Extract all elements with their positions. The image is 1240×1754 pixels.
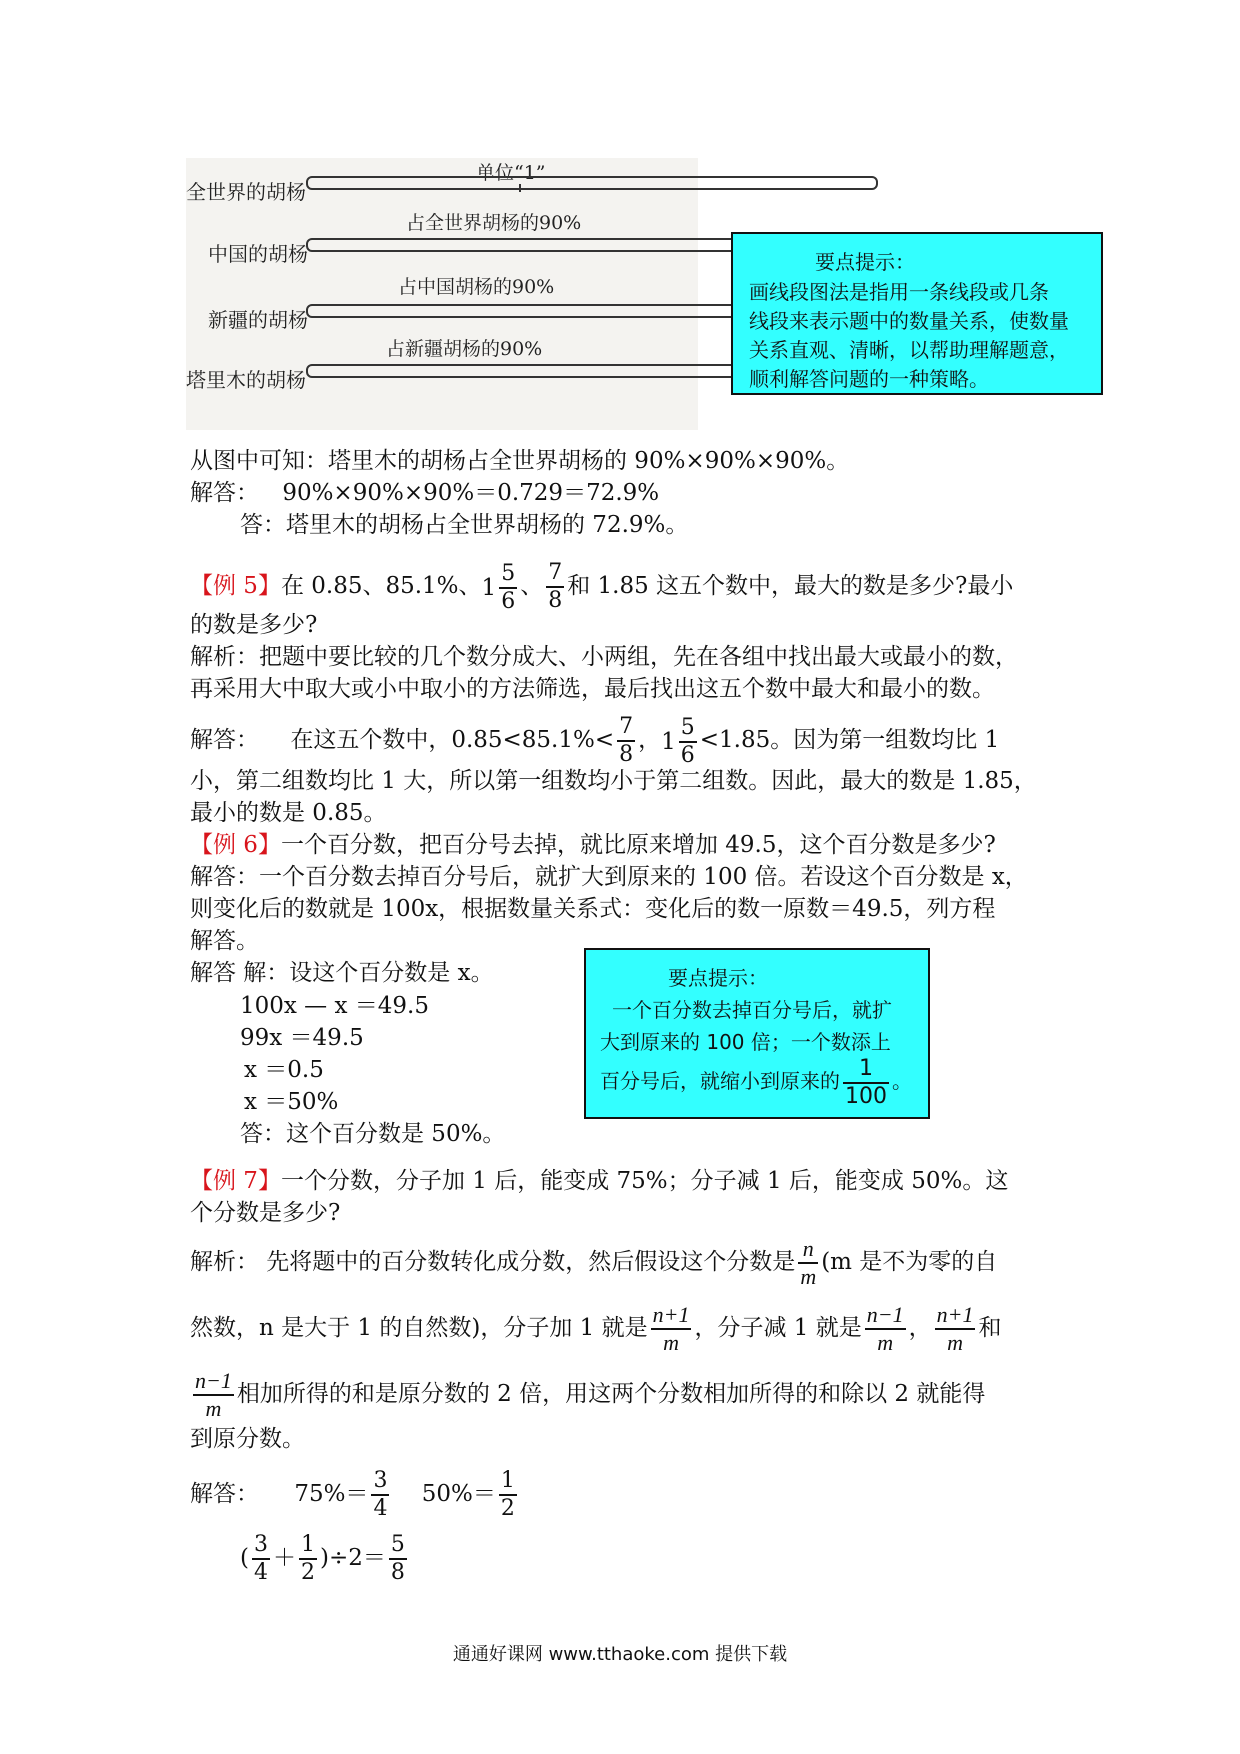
tip-2-title: 要点提示： (668, 966, 768, 990)
ex7-an2a: 然数，n 是大于 1 的自然数)，分子加 1 就是 (190, 1315, 648, 1341)
ex5-answer (190, 710, 999, 772)
row-note-tarim: 占新疆胡杨的90% (386, 338, 543, 360)
ex5-answer-a: 在这五个数中，0.85<85.1%< (290, 727, 615, 753)
ex5-q-a: 在 0.85、85.1%、 (280, 573, 482, 599)
fraction (371, 1468, 389, 1522)
tip-box-1 (731, 232, 1103, 395)
denominator: 8 (548, 588, 563, 613)
numerator: n+1 (652, 1302, 690, 1327)
tip-1-title: 要点提示： (815, 250, 915, 274)
ex5-answer-label: 解答： (190, 727, 259, 753)
numerator: n−1 (195, 1368, 232, 1393)
fraction (679, 715, 697, 769)
denominator: m (651, 1328, 692, 1356)
tarim-bar (306, 364, 786, 378)
ex7-answer-label: 解答： (190, 1481, 259, 1507)
ex6-s5: 答：这个百分数是 50%。 (240, 1121, 506, 1147)
mixed-whole: 1 (481, 574, 497, 601)
ex7-tag: 【例 7】 (190, 1168, 281, 1194)
ex5-analysis-1: 解析：把题中要比较的几个数分成大、小两组，先在各组中找出最大或最小的数， (190, 644, 1018, 670)
numerator: 1 (500, 1468, 515, 1493)
line-segment-diagram (186, 158, 698, 430)
ex5-tag: 【例 5】 (190, 573, 281, 599)
ex5-answer-d: 最小的数是 0.85。 (190, 800, 387, 826)
denominator: 8 (390, 1560, 405, 1585)
tip-2-fraction (843, 1056, 889, 1110)
numerator: 3 (253, 1532, 268, 1557)
numerator: 7 (619, 714, 634, 739)
ex7-analysis-1 (190, 1230, 997, 1294)
ex6-s4: x ＝50% (244, 1089, 339, 1115)
mixed-whole: 1 (661, 728, 676, 755)
tip-2-line-3-text: 百分号后，就缩小到原来的 (600, 1069, 840, 1093)
ex5-question (190, 556, 1013, 618)
numerator: 1 (859, 1055, 873, 1081)
ex6-s1: 100x — x ＝49.5 (240, 993, 429, 1019)
ex6-a2: 则变化后的数就是 100x，根据数量关系式：变化后的数一原数＝49.5，列方程 (190, 896, 996, 922)
row-label-world: 全世界的胡杨 (186, 180, 306, 204)
tip-2-line-3 (600, 1054, 912, 1110)
tip-1-line: 关系直观、清晰，以帮助理解题意， (749, 338, 1069, 362)
ex5-q-b: 和 1.85 这五个数中，最大的数是多少?最小 (567, 573, 1014, 599)
paren: ( (240, 1545, 249, 1571)
ex5-analysis-2: 再采用大中取大或小中取小的方法筛选，最后找出这五个数中最大和最小的数。 (190, 676, 995, 702)
ex7-q2: 个分数是多少? (190, 1200, 341, 1226)
numerator: n (802, 1236, 814, 1261)
tip-1-line: 画线段图法是指用一条线段或几条 (749, 280, 1049, 304)
fraction-n-plus-1 (651, 1302, 692, 1356)
ex7-answer-2 (240, 1526, 410, 1590)
tip-2-line-2: 大到原来的 100 倍；一个数添上 (600, 1030, 891, 1054)
tip-2-line-1: 一个百分数去掉百分号后，就扩 (612, 998, 892, 1022)
separator: 、 (520, 573, 544, 599)
row-note-china: 占全世界胡杨的90% (406, 212, 582, 234)
ex4-conclusion: 从图中可知：塔里木的胡杨占全世界胡杨的 90%×90%×90%。 (190, 448, 850, 474)
ex6-question (190, 830, 996, 860)
fraction (499, 1468, 517, 1522)
denominator: 6 (501, 588, 516, 614)
ex4-answer-label: 解答： (190, 480, 259, 506)
fraction-n-minus-1 (865, 1302, 906, 1356)
ex7-question-1 (190, 1166, 1008, 1196)
numerator: n−1 (866, 1302, 904, 1327)
numerator: 5 (501, 560, 516, 586)
ex7-e1: 75%＝ (294, 1481, 369, 1507)
ex5-fraction (546, 560, 564, 614)
fraction (299, 1532, 317, 1586)
numerator: 1 (300, 1532, 315, 1557)
ex7-an3: 相加所得的和是原分数的 2 倍，用这两个分数相加所得的和除以 2 就能得 (236, 1381, 986, 1407)
ex5-answer-b: <1.85。因为第一组数均比 1 (699, 727, 1000, 753)
ex6-s0: 解答 解：设这个百分数是 x。 (190, 960, 494, 986)
fraction-n-over-m (798, 1236, 818, 1290)
denominator: 4 (253, 1560, 268, 1585)
ex7-an4: 到原分数。 (190, 1426, 305, 1452)
ex6-a3: 解答。 (190, 928, 259, 954)
ex7-e2: 50%＝ (421, 1481, 496, 1507)
denominator: 4 (373, 1496, 388, 1521)
ex5-q-c: 的数是多少? (190, 612, 318, 638)
numerator: 3 (373, 1468, 388, 1493)
page-footer: 通通好课网 www.tthaoke.com 提供下载 (452, 1644, 788, 1665)
unit-label: 单位“1” (476, 162, 546, 184)
ex7-analysis-3 (190, 1362, 985, 1426)
numerator: 5 (680, 714, 695, 740)
denominator: 100 (845, 1083, 887, 1109)
row-label-xinjiang: 新疆的胡杨 (208, 308, 308, 332)
ex6-tag: 【例 6】 (190, 832, 281, 858)
ex7-analysis-2 (190, 1296, 1001, 1360)
comma: ， (908, 1315, 932, 1341)
ex6-q: 一个百分数，把百分号去掉，就比原来增加 49.5，这个百分数是多少? (280, 832, 996, 858)
ex7-an2b: ，分子减 1 就是 (694, 1315, 862, 1341)
denominator: 6 (680, 742, 695, 768)
numerator: 7 (548, 560, 563, 585)
row-label-tarim: 塔里木的胡杨 (186, 368, 306, 392)
ex4-final: 答：塔里木的胡杨占全世界胡杨的 72.9%。 (240, 512, 689, 538)
ex6-a1: 解答：一个百分数去掉百分号后，就扩大到原来的 100 倍。若设这个百分数是 x， (190, 864, 1028, 890)
row-label-china: 中国的胡杨 (208, 242, 308, 266)
denominator: m (865, 1328, 906, 1356)
denominator: 2 (500, 1496, 515, 1521)
denominator: 2 (300, 1560, 315, 1585)
row-note-xinjiang: 占中国胡杨的90% (398, 276, 555, 298)
ex5-answer-fraction (617, 714, 635, 768)
ex7-q1: 一个分数，分子加 1 后，能变成 75%；分子减 1 后，能变成 50%。这 (280, 1168, 1009, 1194)
comma: ， (638, 727, 662, 753)
fraction-n-minus-1 (193, 1368, 234, 1422)
fraction (499, 561, 517, 615)
fraction (389, 1532, 407, 1586)
fraction-n-plus-1 (935, 1302, 976, 1356)
ex4-answer-calc: 90%×90%×90%＝0.729＝72.9% (282, 480, 660, 506)
ex4-answer (190, 478, 659, 508)
ex7-answer-1 (190, 1462, 520, 1526)
denominator: m (935, 1328, 976, 1356)
denominator: 8 (619, 742, 634, 767)
period: 。 (892, 1069, 912, 1093)
fraction (252, 1532, 270, 1586)
denominator: m (193, 1394, 234, 1422)
ex5-answer-c: 小，第二组数均比 1 大，所以第一组数均小于第二组数。因此，最大的数是 1.85， (190, 768, 1037, 794)
ex5-mixed-number (482, 557, 521, 618)
ex7-e3-rest: )÷2＝ (319, 1545, 386, 1571)
plus: ＋ (272, 1545, 296, 1571)
ex5-answer-mixed (661, 711, 700, 772)
tip-1-line: 顺利解答问题的一种策略。 (749, 367, 989, 391)
denominator: m (800, 1264, 817, 1289)
ex7-an1a: 解析： 先将题中的百分数转化成分数，然后假设这个分数是 (190, 1249, 796, 1275)
ex6-s2: 99x ＝49.5 (240, 1025, 364, 1051)
numerator: n+1 (936, 1302, 974, 1327)
ex6-s3: x ＝0.5 (244, 1057, 324, 1083)
world-bar (306, 176, 878, 190)
tip-box-2 (584, 948, 930, 1119)
ex7-an2d: 和 (978, 1315, 1002, 1341)
tip-1-line: 线段来表示题中的数量关系，使数量 (749, 309, 1069, 333)
numerator: 5 (390, 1532, 405, 1557)
ex7-an1b: (m 是不为零的自 (821, 1249, 998, 1275)
